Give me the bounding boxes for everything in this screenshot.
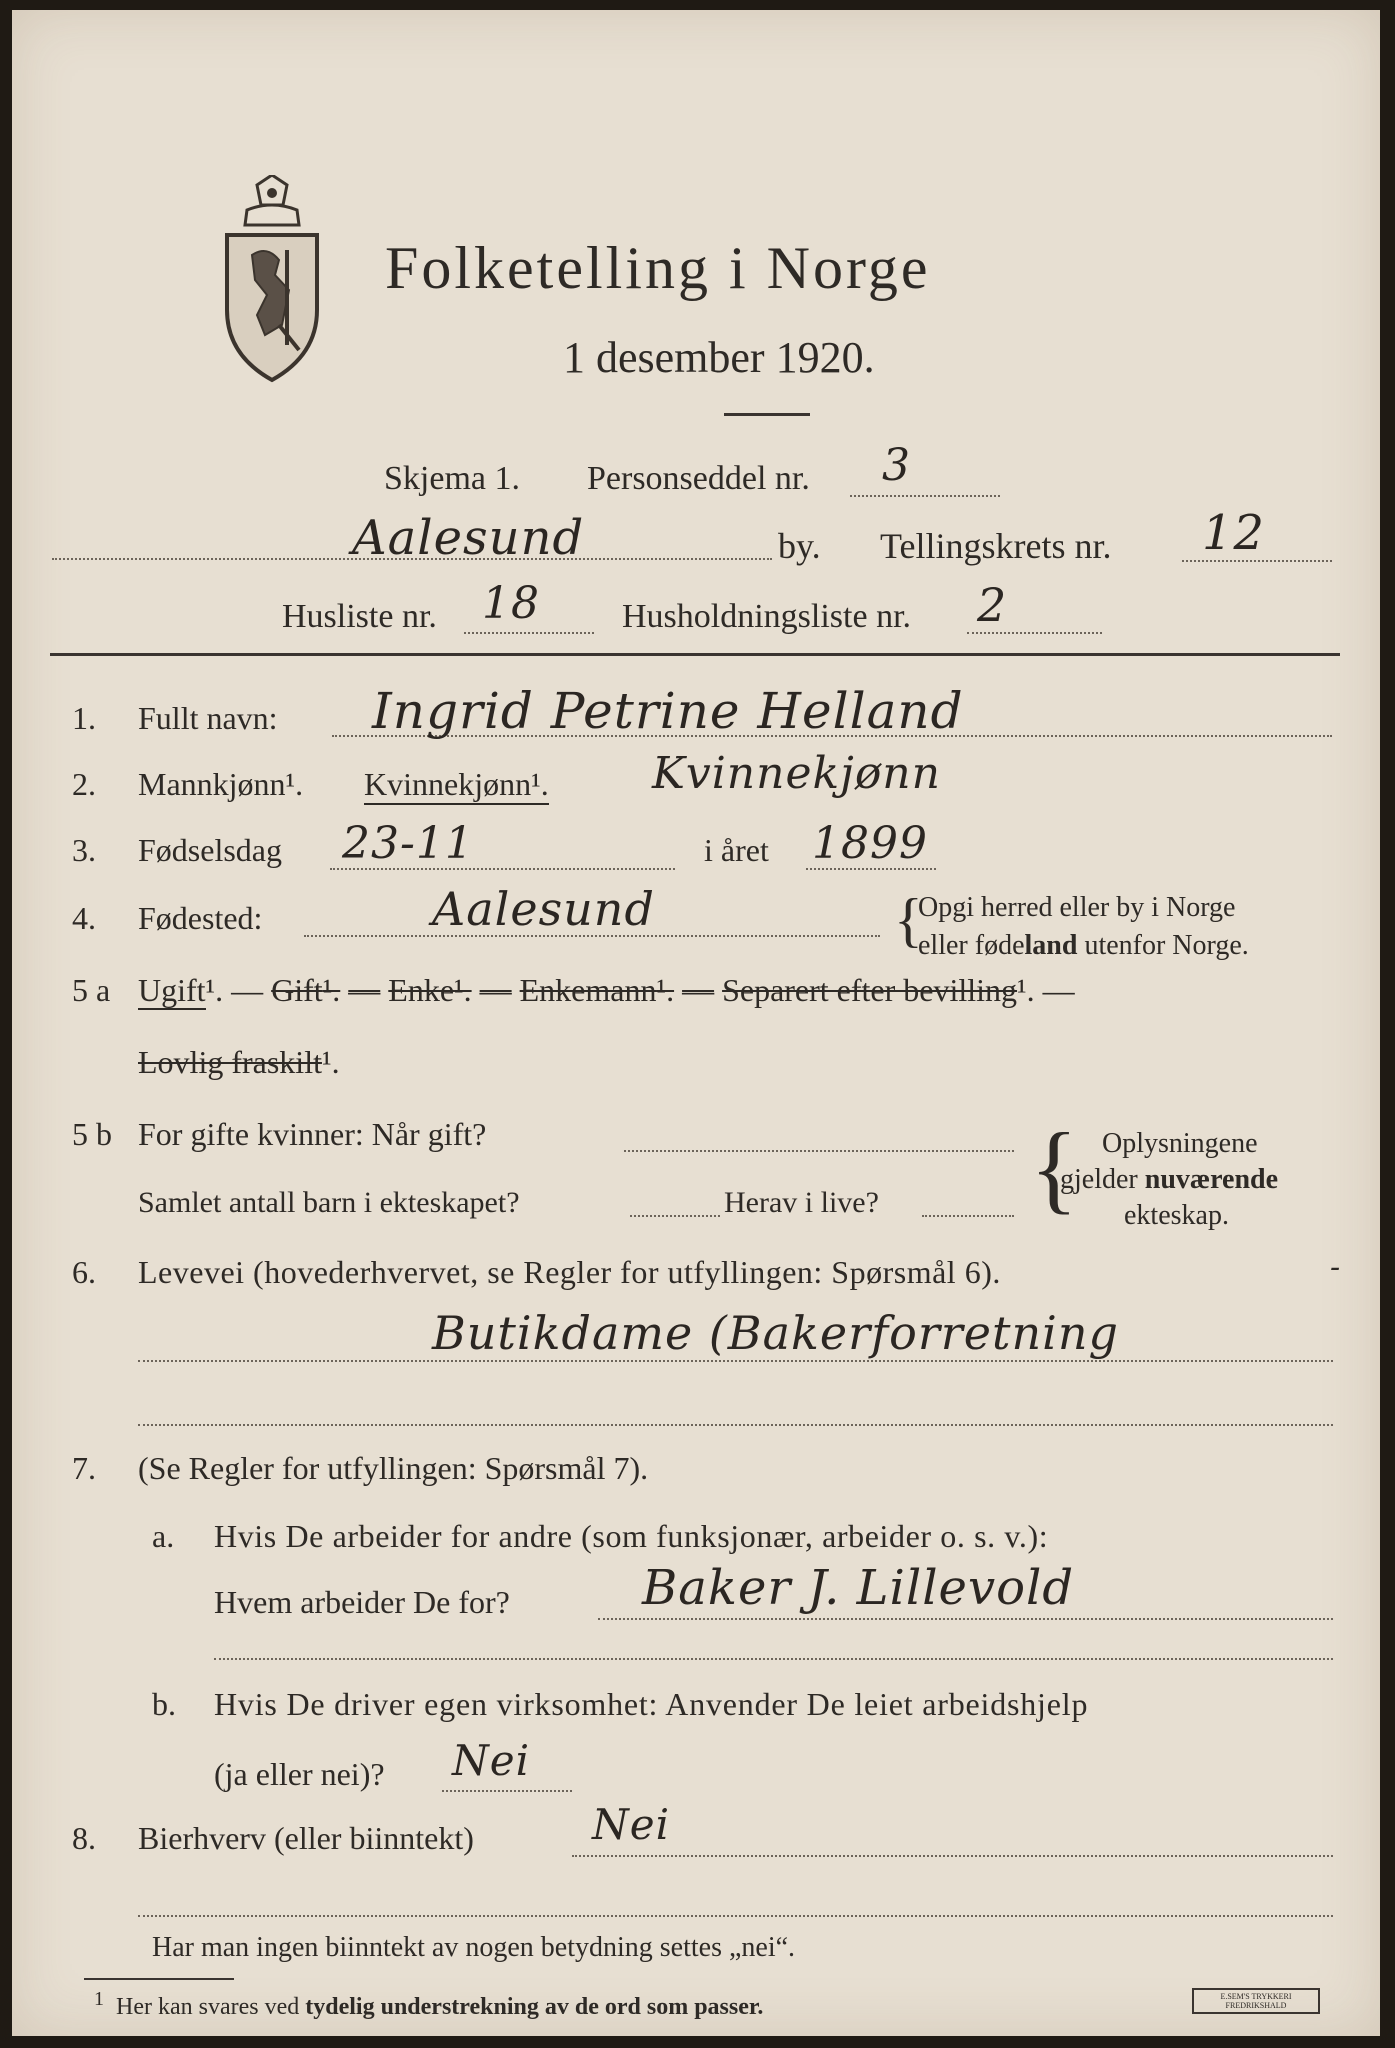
schema-label: Skjema 1. [384,460,520,497]
q6-label: Levevei (hovederhvervet, se Regler for utfyllingen: Spørsmål 6). [138,1254,1001,1290]
q5a-sup: ¹ [205,972,216,1008]
printer-stamp: E.SEM'S TRYKKERI FREDRIKSHALD [1192,1988,1320,2014]
q5a-options: Ugift¹. — Gift¹. — Enke¹. — Enkemann¹. — Separert efter bevilling¹. — [138,972,1075,1008]
q5a-enke: Enke [388,972,455,1008]
header-divider [50,653,1340,656]
q7a-letter: a. [152,1518,175,1554]
q5a-fraskilt: Lovlig fraskilt [138,1044,322,1080]
personseddel-label: Personseddel nr. [587,460,810,497]
q7-label: (Se Regler for utfyllingen: Spørsmål 7). [138,1450,649,1486]
q7b-letter: b. [152,1686,176,1722]
q5b-alive-line [922,1215,1014,1217]
q8-label: Bierhverv (eller biinntekt) [138,1820,474,1856]
census-date: 1 desember 1920. [563,333,875,382]
norwegian-coat-of-arms-icon [217,175,327,385]
personseddel-line [850,495,1000,497]
q7a-line1: Hvis De arbeider for andre (som funksjonær, arbeider o. s. v.): [214,1518,1049,1554]
title-divider [724,413,810,416]
q3-year-label: i året [704,832,769,868]
q5b-brace: { [1030,1112,1078,1223]
q7-number: 7. [72,1450,96,1486]
q2-male: Mannkjønn¹. [138,766,304,802]
q4-note-line2 [918,930,1249,962]
q7b-line [442,1790,572,1792]
q6-line1 [138,1360,1333,1362]
q6-mark: - [1330,1250,1342,1285]
q4-label: Fødested: [138,900,263,936]
q5a-separert: Separert efter bevilling [722,972,1018,1008]
q5b-number: 5 b [72,1116,112,1152]
q5b-note2-a: gjelder [1060,1164,1145,1195]
q4-note2-c: utenfor Norge. [1077,930,1249,961]
husliste-value: 18 [482,578,540,629]
q4-value: Aalesund [432,882,655,936]
q3-year-value: 1899 [812,818,928,869]
q5b-children-label: Samlet antall barn i ekteskapet? [138,1186,520,1219]
q5a-gift: Gift [271,972,323,1008]
husliste-label: Husliste nr. [282,598,437,635]
q7a-line [598,1618,1333,1620]
q7b-line1: Hvis De driver egen virksomhet: Anvender De leiet arbeidshjelp [214,1686,1089,1722]
q7b-value: Nei [452,1736,531,1785]
q7a-line-extra [214,1658,1333,1660]
husholdning-label: Husholdningsliste nr. [622,598,912,635]
husholdning-value: 2 [977,578,1008,632]
q8-line2 [138,1915,1333,1917]
q5a-dash3: — [479,972,512,1008]
q5b-alive-label: Herav i live? [724,1186,879,1219]
q5a-enkemann: Enkemann [519,972,657,1008]
footer-note: Har man ingen biinntekt av nogen betydning settes „nei“. [152,1932,796,1963]
q7b-line2: (ja eller nei)? [214,1756,385,1792]
q8-value: Nei [592,1800,671,1849]
census-form [12,10,1380,2036]
q5a-dash: — [231,972,264,1008]
q5b-when-married: For gifte kvinner: Når gift? [138,1116,487,1152]
footnote-rule [84,1978,234,1980]
q6-number: 6. [72,1254,96,1290]
husliste-line [464,632,594,634]
q3-number: 3. [72,832,96,868]
q5a-number: 5 a [72,972,111,1008]
q4-note2-b: land [1024,930,1078,961]
q2-number: 2. [72,766,96,802]
q5b-note1: Oplysningene [1102,1128,1258,1159]
q4-number: 4. [72,900,96,936]
q5a-ugift: Ugift [138,972,206,1008]
q1-number: 1. [72,700,96,736]
q1-label: Fullt navn: [138,700,278,736]
q8-number: 8. [72,1820,96,1856]
q6-line2 [138,1424,1333,1426]
q5a-dash2: — [348,972,381,1008]
q5a-dash4: — [682,972,715,1008]
personseddel-value: 3 [882,440,911,491]
q7a-line2: Hvem arbeider De for? [214,1584,510,1620]
q3-day-value: 23-11 [342,818,474,869]
footnote-text-b: tydelig understrekning av de ord som passer. [305,1994,764,2020]
by-value: Aalesund [352,510,585,566]
q5b-note2 [1060,1164,1278,1196]
q5a-dash5: — [1042,972,1075,1008]
q5b-note3: ekteskap. [1124,1200,1229,1231]
tellingskrets-label: Tellingskrets nr. [880,526,1112,566]
q5b-note2-b: nuværende [1144,1164,1279,1195]
q7a-value: Baker J. Lillevold [642,1560,1075,1616]
husholdning-line [967,632,1102,634]
q5b-children-line [630,1215,720,1217]
q2-value: Kvinnekjønn [652,748,941,799]
q8-line [572,1855,1333,1857]
q5b-when-line [624,1150,1014,1152]
q4-note-line1: Opgi herred eller by i Norge [918,892,1236,923]
q6-value: Butikdame (Bakerforretning [432,1306,1119,1360]
form-title: Folketelling i Norge [385,235,931,301]
q1-value: Ingrid Petrine Helland [372,682,964,740]
footnote [94,1988,763,2021]
q2-female: Kvinnekjønn¹. [364,766,549,805]
q4-brace: { [894,887,923,953]
footnote-text-a: Her kan svares ved [116,1994,306,2020]
q4-note2-a: eller føde [918,930,1025,961]
by-label: by. [778,526,821,566]
footnote-number: 1 [94,1988,104,2010]
q3-label: Fødselsdag [138,832,282,868]
q5a-fraskilt-line: Lovlig fraskilt¹. [138,1044,340,1080]
tellingskrets-value: 12 [1202,505,1266,561]
